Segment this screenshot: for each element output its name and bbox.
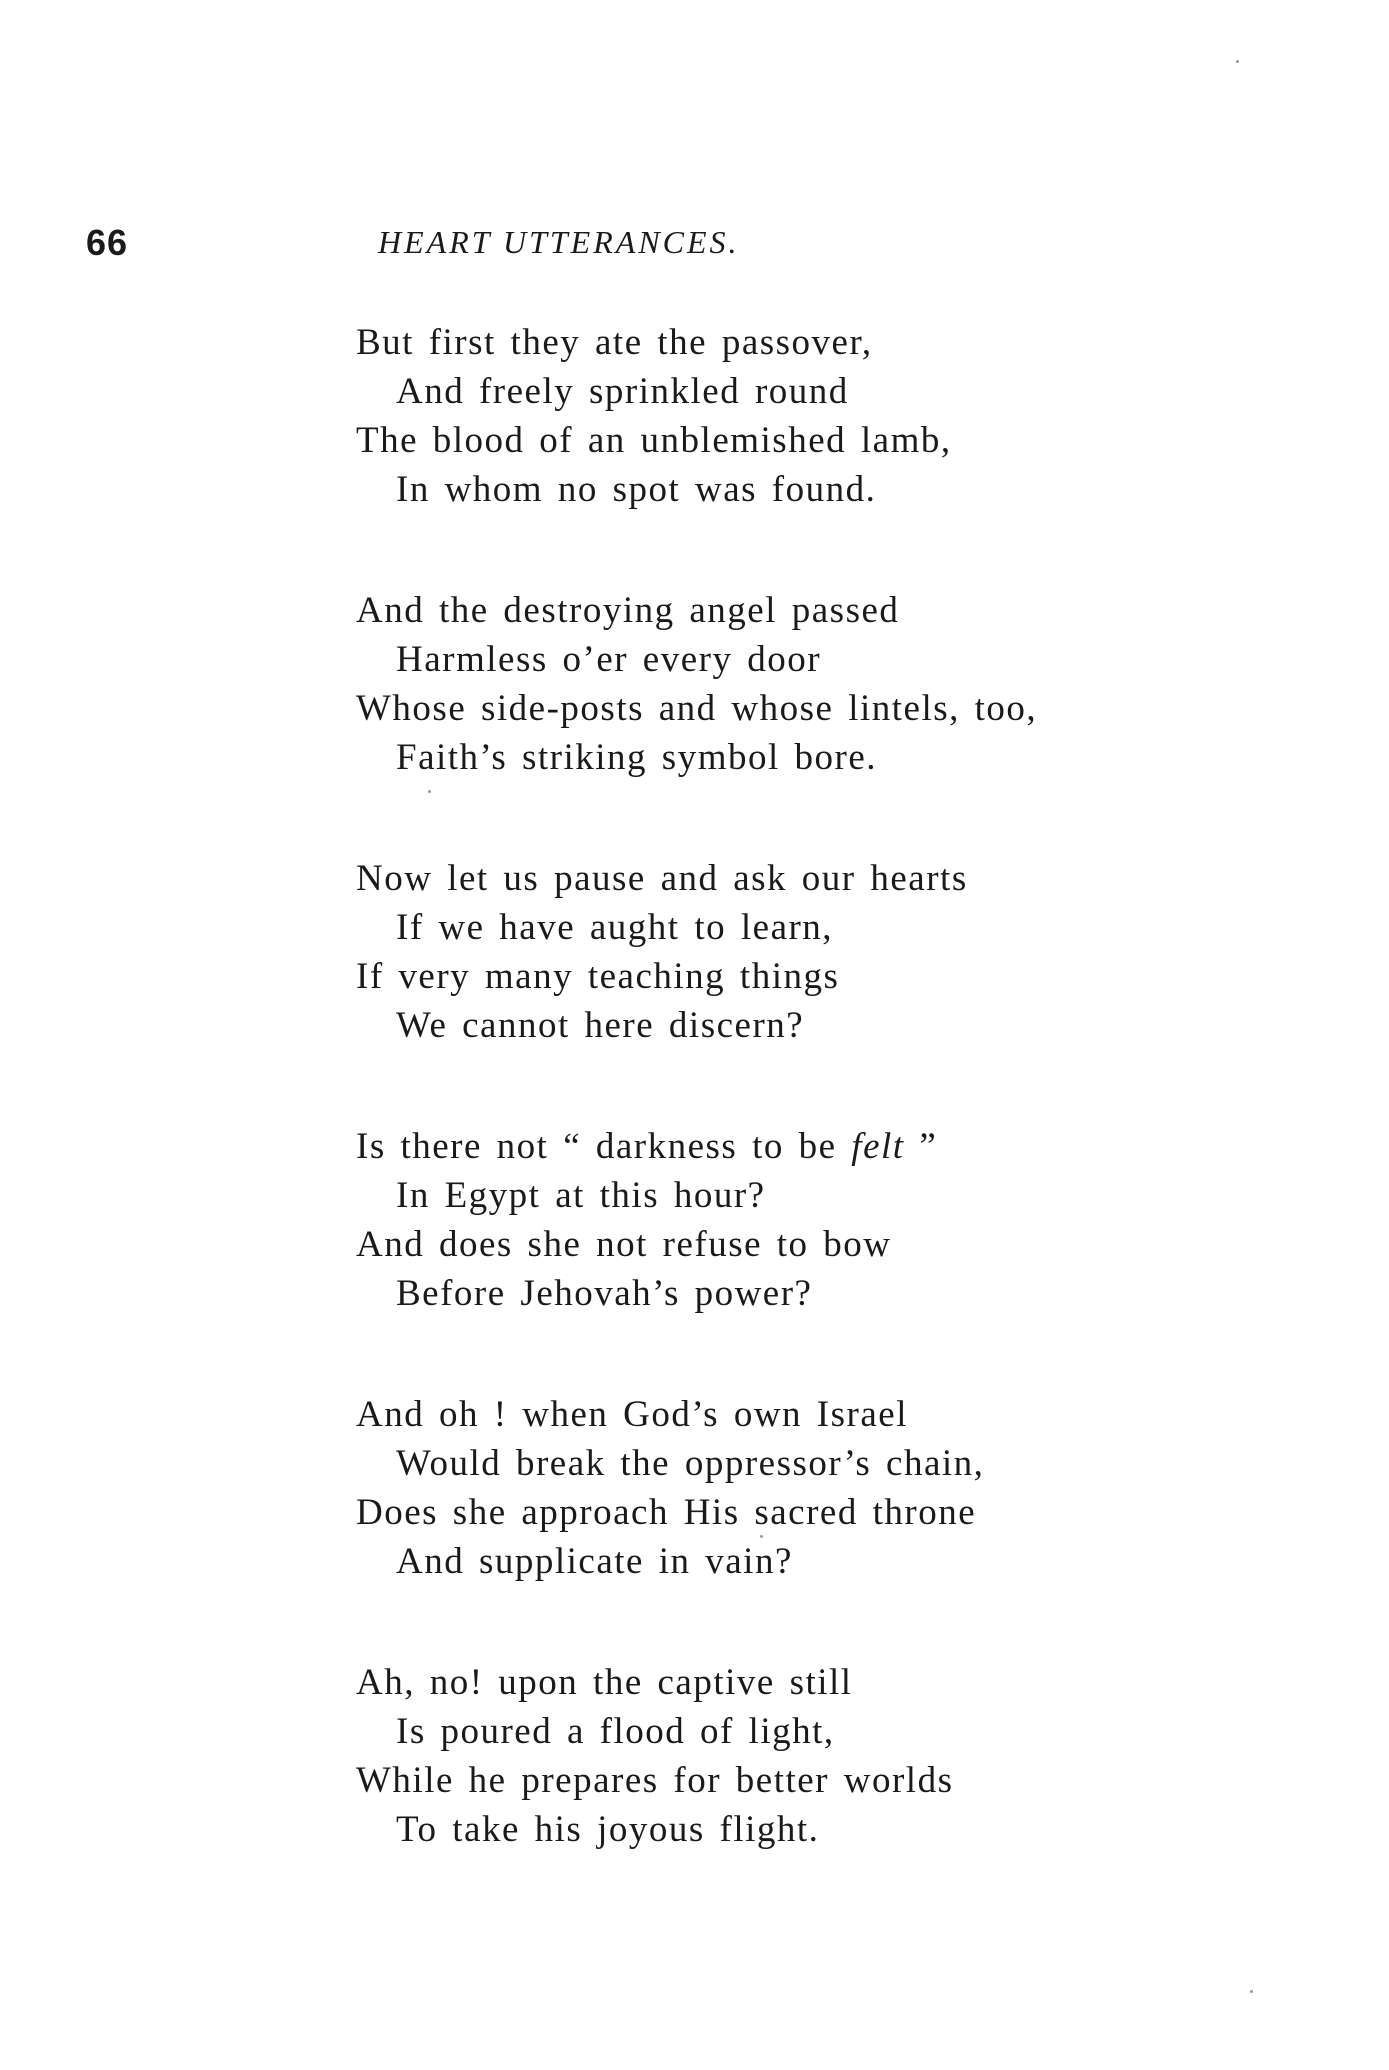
running-head [86,222,1006,282]
poem-line: Is poured a flood of light, [396,1711,835,1752]
italic-word: felt [851,1126,905,1167]
paper-speck [760,1535,763,1538]
poem-line: Whose side-posts and whose lintels, too, [356,688,1038,729]
poem-line: Does she approach His sacred throne [356,1492,977,1533]
poem-line: While he prepares for better worlds [356,1760,954,1801]
stanza-1 [356,318,1216,514]
poem-line: Harmless o’er every door [396,639,822,680]
poem-line: In whom no spot was found. [396,469,877,510]
poem-line: And supplicate in vain? [396,1541,793,1582]
poem-line: And does she not refuse to bow [356,1224,892,1265]
poem-line: And freely sprinkled round [396,371,849,412]
poem-line: To take his joyous flight. [396,1809,820,1850]
poem-line: If we have aught to learn, [396,907,834,948]
poem [356,318,1216,1926]
poem-line: The blood of an unblemished lamb, [356,420,952,461]
poem-line: And oh ! when God’s own Israel [356,1394,908,1435]
poem-line: Ah, no! upon the captive still [356,1662,853,1703]
stanza-6 [356,1658,1216,1854]
stanza-4 [356,1122,1216,1318]
poem-line: In Egypt at this hour? [396,1175,766,1216]
stanza-3 [356,854,1216,1050]
poem-line: We cannot here discern? [396,1005,805,1046]
poem-line: But first they ate the passover, [356,322,873,363]
poem-line: Would break the oppressor’s chain, [396,1443,985,1484]
paper-speck [1250,1990,1253,1993]
poem-line: If very many teaching things [356,956,840,997]
poem-line: Now let us pause and ask our hearts [356,858,968,899]
poem-line: Faith’s striking symbol bore. [396,737,877,778]
stanza-2 [356,586,1216,782]
poem-line: And the destroying angel passed [356,590,900,631]
paper-speck [1236,60,1239,63]
book-title: HEART UTTERANCES. [378,224,740,260]
paper-speck [428,790,431,793]
poem-line-with-italic: Is there not “ darkness to be felt ” [356,1126,938,1167]
stanza-5 [356,1390,1216,1586]
page-number: 66 [86,222,129,263]
poem-line: Before Jehovah’s power? [396,1273,813,1314]
